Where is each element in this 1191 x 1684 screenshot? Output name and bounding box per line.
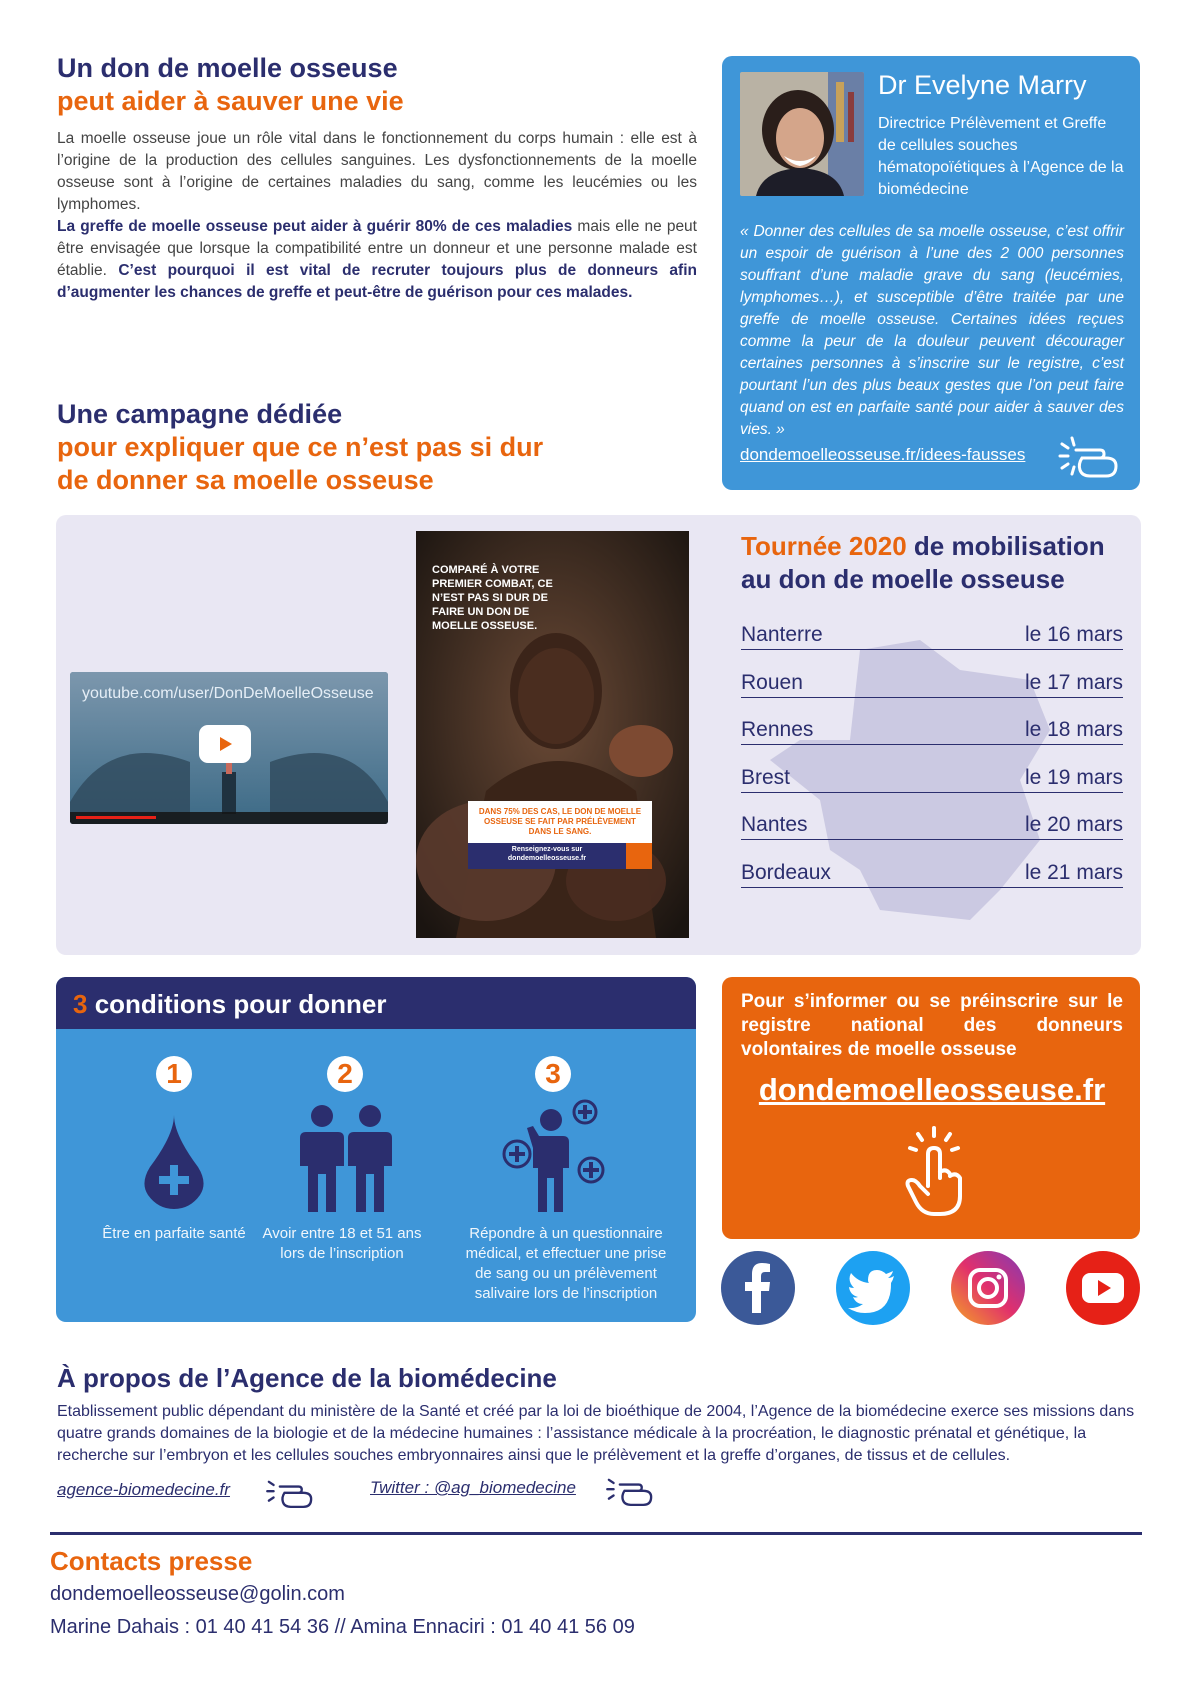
doctor-photo [740, 72, 864, 196]
doctor-link[interactable]: dondemoelleosseuse.fr/idees-fausses [740, 445, 1026, 464]
section1-body [57, 128, 697, 304]
section1-title-line1: Un don de moelle osseuse [57, 53, 398, 83]
conditions-title-rest: conditions pour donner [87, 989, 387, 1019]
tour-title-year: Tournée 2020 [741, 531, 907, 561]
section1-title-line2: peut aider à sauver une vie [57, 86, 404, 116]
condition-number: 2 [327, 1056, 363, 1092]
about-body: Etablissement public dépendant du ministère de la Santé et créé par la loi de bioéthique de 2004, l’Agence de la biomédecine exerce ses missions dans quatre grands domaines de la biologie et de la médecine humaines : l’assistance médicale à la procréation, le diagnostic prénatal et génétique, la recherche sur l’embryon et les cellules souches embryonnaires ainsi que le prélèvement et la greffe d’organes, de tissus et de cellules. [57, 1403, 1135, 1464]
section2-title-line2: pour expliquer que ce n’est pas si dur [57, 432, 544, 462]
condition-text: Répondre à un questionnaire médical, et effectuer une prise de sang ou un prélèvement salivaire lors de l’inscription [465, 1225, 667, 1302]
condition-number: 1 [156, 1056, 192, 1092]
pointing-hand-icon[interactable] [602, 1472, 658, 1508]
youtube-icon[interactable] [1066, 1251, 1140, 1325]
facebook-icon[interactable] [721, 1251, 795, 1325]
tour-city: Bordeaux [741, 861, 831, 884]
doctor-name: Dr Evelyne Marry [878, 70, 1087, 100]
tour-title-line2: au don de moelle osseuse [741, 564, 1065, 594]
info-link[interactable]: dondemoelleosseuse.fr [758, 1072, 1106, 1107]
about-title: À propos de l’Agence de la biomédecine [57, 1363, 557, 1393]
tour-row [741, 809, 1123, 840]
tour-date: le 19 mars [1024, 766, 1123, 789]
agency-website-link[interactable]: agence-biomedecine.fr [57, 1480, 230, 1499]
conditions-title [73, 989, 386, 1020]
tour-row [741, 857, 1123, 888]
blood-drop-icon [140, 1115, 208, 1209]
pointing-hand-icon[interactable] [262, 1474, 318, 1510]
tour-row [741, 667, 1123, 698]
section1-para2-mid: mais elle ne peut être envisagée que lorsque la compatibilité entre un donneur et une personne malade est établie. [57, 218, 697, 279]
tour-title-rest: de mobilisation [906, 531, 1105, 561]
tour-date: le 21 mars [1024, 861, 1123, 884]
doctor-quote: « Donner des cellules de sa moelle osseuse, c’est offrir un espoir de guérison à l’une des 2 000 personnes souffrant d’une maladie grave du sang (leucémies, lymphomes…), et susceptible d’être traitée par une greffe de moelle osseuse. Certaines idées reçues comme la peur de la douleur peuvent décourager certaines personnes à s’inscrire sur le registre, c’est pourtant l’un des plus beaux gestes que l’on peut faire quand on est en parfaite santé pour aider à sauver des vies. » [740, 223, 1124, 438]
tour-date: le 16 mars [1024, 623, 1123, 646]
tour-date: le 20 mars [1024, 813, 1123, 836]
condition-text: Avoir entre 18 et 51 ans lors de l’inscription [262, 1225, 422, 1262]
section1-para1: La moelle osseuse joue un rôle vital dans le fonctionnement du corps humain : elle est à l’origine de la production des cellules sanguines. Les dysfonctionnements de la moelle osseuse sont à l’origine de certaines maladies du sang, comme les leucémies ou les lymphomes. [57, 130, 697, 213]
person-health-icon [501, 1098, 607, 1212]
doctor-role: Directrice Prélèvement et Greffe de cellules souches hématopoïétiques à l’Agence de la biomédecine [878, 115, 1124, 198]
tour-date: le 18 mars [1024, 718, 1123, 741]
tour-row [741, 619, 1123, 650]
twitter-link[interactable]: Twitter : @ag_biomedecine [370, 1478, 576, 1497]
tour-city: Nanterre [741, 623, 823, 646]
campaign-poster [416, 531, 689, 938]
instagram-icon[interactable] [951, 1251, 1025, 1325]
tour-city: Brest [741, 766, 791, 789]
twitter-icon[interactable] [836, 1251, 910, 1325]
tour-city: Rouen [741, 671, 803, 694]
section2-title-line3: de donner sa moelle osseuse [57, 465, 434, 495]
pointing-hand-icon[interactable] [1058, 434, 1120, 480]
divider [50, 1532, 1142, 1535]
section2-title-line1: Une campagne dédiée [57, 399, 343, 429]
tour-date: le 17 mars [1024, 671, 1123, 694]
tour-city: Rennes [741, 718, 814, 741]
section2-title [57, 398, 697, 497]
poster-cta: Renseignez-vous sur dondemoelleosseuse.fr [507, 846, 587, 862]
section1-para2-bold: La greffe de moelle osseuse peut aider à guérir 80% de ces maladies [57, 218, 573, 235]
poster-headline: COMPARÉ À VOTRE PREMIER COMBAT, CE N’EST PAS SI DUR DE FAIRE UN DON DE MOELLE OSSEUSE. [432, 564, 553, 632]
two-people-icon [298, 1104, 394, 1212]
tour-row [741, 714, 1123, 745]
contacts-phones: Marine Dahais : 01 40 41 54 36 // Amina Ennaciri : 01 40 41 56 09 [50, 1616, 635, 1638]
tour-row [741, 762, 1123, 793]
contacts-email[interactable]: dondemoelleosseuse@golin.com [50, 1583, 345, 1605]
tour-title [741, 530, 1121, 596]
condition-text: Être en parfaite santé [102, 1225, 246, 1242]
video-url: youtube.com/user/DonDeMoelleOsseuse [82, 685, 374, 702]
tour-city: Nantes [741, 813, 808, 836]
info-text: Pour s’informer ou se préinscrire sur le registre national des donneurs volontaires de moelle osseuse [741, 991, 1123, 1060]
tap-hand-icon[interactable] [894, 1126, 974, 1218]
play-icon[interactable] [199, 725, 251, 763]
condition-number: 3 [535, 1056, 571, 1092]
section1-title [57, 52, 697, 118]
poster-note: DANS 75% DES CAS, LE DON DE MOELLE OSSEUSE SE FAIT PAR PRÉLÈVEMENT DANS LE SANG. [478, 807, 642, 836]
contacts-title: Contacts presse [50, 1546, 253, 1576]
section1-para2-bold2: C’est pourquoi il est vital de recruter toujours plus de donneurs afin d’augmenter les chances de greffe et peut-être de guérison pour ces malades. [57, 262, 697, 301]
conditions-title-num: 3 [73, 989, 88, 1019]
